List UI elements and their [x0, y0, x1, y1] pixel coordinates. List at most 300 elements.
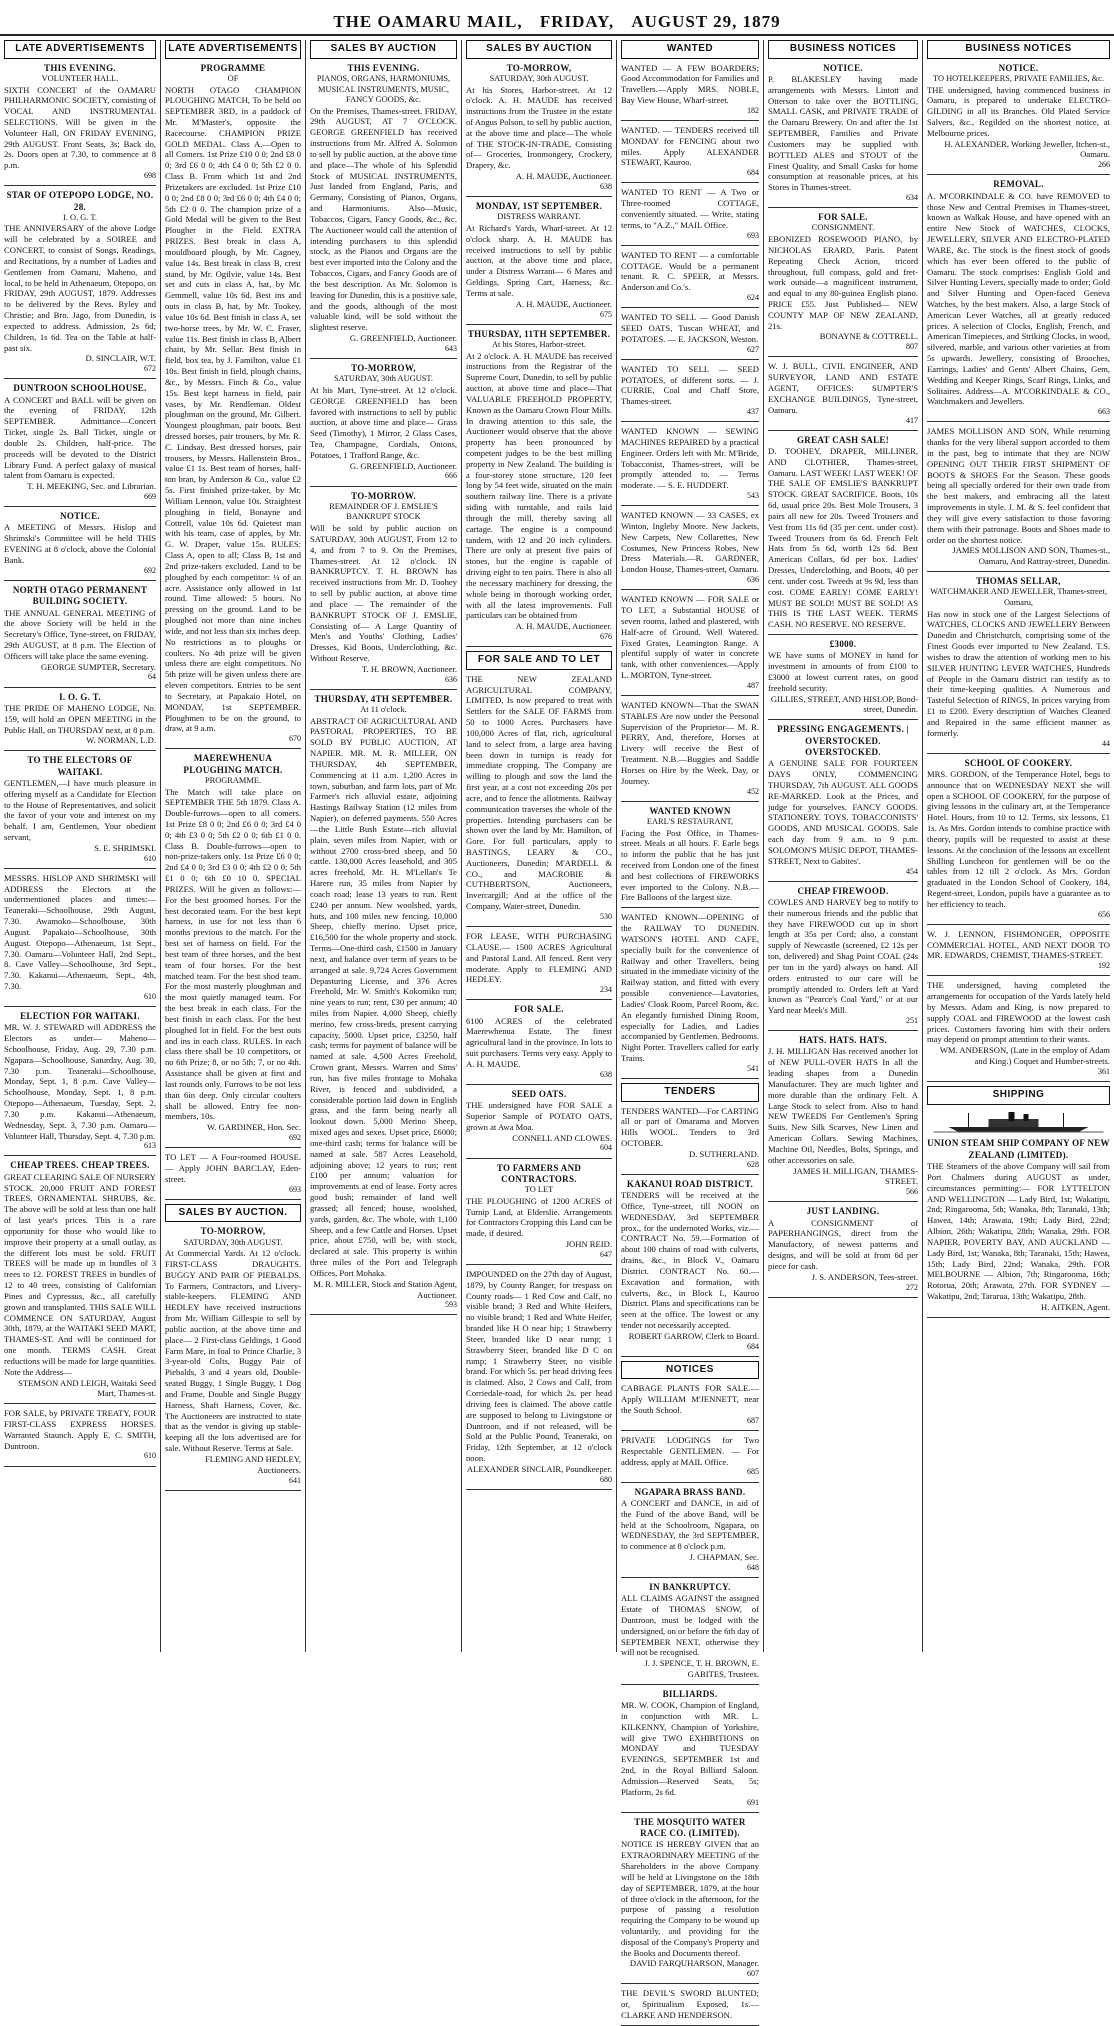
ad-title: DUNTROON SCHOOLHOUSE. [13, 383, 147, 394]
ad-signature: A. H. MAUDE, Auctioneer. [515, 621, 612, 632]
advertisement [621, 187, 759, 245]
masthead [0, 0, 1114, 36]
ad-signature: D. SUTHERLAND. [689, 1148, 759, 1159]
advertisement [927, 929, 1110, 977]
ad-body: WANTED TO SELL — SEED POTATOES, of different sorts. — J. CURRIE, Coal and Chaff Store, Thames-street. [621, 363, 759, 407]
ad-number: 693 [289, 1184, 301, 1194]
ad-body: GENTLEMEN,—I have much pleasure in offering myself as a Candidate for Election to the House of Representatives, and solicit the favor of your vote and interest on my behalf. I am, Gentlemen, Your obedient servant, [4, 777, 156, 842]
ad-body: 6100 ACRES of the celebrated Maerewhenua Estate. The finest agricultural land in the province. In lots to suit purchasers. Terms very easy. Apply to A. H. MAUDE. [466, 1015, 612, 1069]
advertisement [768, 1206, 918, 1297]
ad-signature: WM. ANDERSON, (Late in the employ of Adam and King.) Coquet and Humber-streets. [939, 1045, 1110, 1067]
ad-number: 64 [148, 672, 156, 682]
ad-subtitle: VOLUNTEER HALL. [41, 73, 119, 83]
ad-subtitle: At 11 o'clock. [360, 705, 407, 715]
advertisement [621, 364, 759, 422]
ad-number: 636 [445, 674, 457, 684]
ad-number: 656 [1098, 909, 1110, 919]
ad-title: NORTH OTAGO PERMANENT BUILDING SOCIETY. [12, 584, 148, 607]
ad-body: THE PLOUGHING of 1200 ACRES of Turnip Land, at Elderslie. Arrangements for Contractors Cropping this Land can be made, if desired. [466, 1195, 612, 1239]
column-5 [616, 40, 763, 2021]
ad-body: D. TOOHEY, DRAPER, MILLINER, AND CLOTHIER, Thames-street, Oamaru. LAST WEEK! LAST WEEK! OF THE SALE OF EMSLIE'S BANKRUPT STOCK. GREAT SACRIFICE. Boots, 10s 6d, usual price 20s. Best Mole Trousers, 3 pairs all new for 20s. Tweed Trousers and Vest from 11s 6d (35 per cent. under cost). Tweed Trousers from 6s 6d. French Felt Hats from 5s 6d, worth 12s 6d. Best American Collars, 6d per box. Ladies' Dresses, Underclothing, and Boots, 40 per cent. under cost. Tweeds at 9s 9d, less than cost. COME EARLY! COME EARLY! MUST BE SOLD! MUST BE SOLD! AS THIS IS THE LAST WEEK. TERMS CASH. NO RESERVE. NO RESERVE. [768, 445, 918, 630]
advertisement [621, 426, 759, 506]
advertisement [621, 594, 759, 696]
advertisement [310, 63, 457, 359]
ad-number: 675 [600, 309, 612, 319]
advertisement [4, 383, 156, 507]
advertisement [768, 63, 918, 209]
ad-subtitle: PIANOS, ORGANS, HARMONIUMS, MUSICAL INSTRUMENTS, MUSIC, FANCY GOODS, &c. [316, 73, 451, 105]
section-heading: SALES BY AUCTION [466, 40, 612, 59]
advertisement [927, 63, 1110, 176]
ad-body: THE NEW ZEALAND AGRICULTURAL COMPANY, LIMITED, Is now prepared to treat with Settlers for the SALE OF FARMS from 50 to 1000 Acres. Purchasers have 100,000 Acres of flat, rich, agricultural land to select from, a large area having been down in turnips is ready for immediate cropping. The Company are willing to plough and sow the land the first year, at a cost not exceeding 20s per acre, and to fence the allotments. Railway communication traverses the whole of the properties. Intending purchasers can be shown over the land by Mr. Hamilton, of Gore. For full particulars, apply to BASTINGS, LEARY & CO., Auctioneers, Dunedin; M'ARDELL & CO., and MACROBIE & CUTHBERTSON, Auctioneers, Invercargill; And at the office of the Company, Water-street, Dunedin. [466, 673, 612, 912]
advertisement [621, 912, 759, 1079]
ad-signature: GEORGE SUMPTER, Secretary. [41, 661, 156, 672]
advertisement [165, 753, 301, 1148]
ad-title: GREAT CASH SALE! [797, 434, 889, 445]
ad-title: IN BANKRUPTCY. [649, 1581, 731, 1592]
ad-body: WANTED. — TENDERS received till MONDAY for FENCING about two miles. Apply ALEXANDER STEWART, Kauroo. [621, 124, 759, 168]
ad-number: 604 [600, 1143, 612, 1153]
ad-body: WANTED — A FEW BOARDERS; Good Accommodation for Families and Travellers.—Apply MRS. NOBLE, Bay View House, Wharf-street. [621, 62, 759, 106]
steamship-icon [927, 1111, 1110, 1133]
ad-number: 647 [600, 1249, 612, 1259]
ad-body: A GENUINE SALE FOR FOURTEEN DAYS ONLY, COMMENCING THURSDAY, 7th AUGUST. ALL GOODS RE-MARKED. Look at the Prices, and judge for yourselves. FANCY GOODS. STATIONERY. TOYS. TOBACCONISTS' GOODS, AND MUSICAL GOODS. Sale each day from 9 a.m. to 9 p.m. SOLOMON'S MUSIC DEPOT, THAMES-STREET, Next to Gabites'. [768, 758, 918, 866]
ad-number: 698 [144, 171, 156, 181]
advertisement [621, 1817, 759, 1985]
advertisement [621, 1179, 759, 1357]
ad-subtitle: REMAINDER OF J. EMSLIE'S BANKRUPT STOCK [329, 501, 438, 522]
ad-body: MR. W. J. STEWARD will ADDRESS the Electors as under— Maheno—Schoolhouse, Friday, Aug. 29, 7.30 p.m. Ngapara—Schoolhouse, Saturday, Aug. 30, 7.30 p.m. Teaneraki—Schoolhouse, Monday, Sept. 1, 8 p.m. Cave Valley—Schoolhouse, Monday, Sept. 1, 8 p.m. Otepopo—Athenaeum, Tuesday, Sept. 2, 7.30 p.m. Kakanui—Athenaeum, Wednesday, Sept. 3, 7.30 p.m. Oamaru—Volunteer Hall, Thursday, Sept. 4, 7.30 p.m. [4, 1022, 156, 1141]
ad-body: At Richard's Yards, Wharf-street. At 12 o'clock sharp. A. H. MAUDE has received instructions to sell by public auction, at the above time and place, under a Distress Warrant— 6 Mares and Geldings, Spring Cart, Harness, &c. Terms at sale. [466, 222, 612, 298]
advertisement [768, 724, 918, 881]
advertisement [165, 1226, 301, 1490]
ad-subtitle: WATCHMAKER AND JEWELLER, Thames-street, Oamaru, [930, 587, 1107, 608]
advertisement [927, 426, 1110, 572]
ad-body: WANTED KNOWN—That the SWAN STABLES Are now under the Personal Supervision of the Proprietor— M. R. PERRY, And, therefore, Horses at Livery will receive the Best of Treatment. N.B.—Buggies and Saddle Horses on Hire by the Week, Day, or Journey. [621, 699, 759, 786]
ad-subtitle: SATURDAY, 30th AUGUST. [183, 1237, 283, 1247]
ad-title: TO FARMERS AND CONTRACTORS. [496, 1162, 582, 1184]
ad-body: On the Premises, Thames-street. FRIDAY, 29th AUGUST, AT 7 O'CLOCK. GEORGE GREENFIELD has received instructions from Mr. Alfred A. Solomon to sell by public auction, at the above time and place—The whole of his Splendid Stock of MUSICAL INSTRUMENTS, Just landed from England, Paris, and Germany, Consisting of Pianos, Organs, and Harmoniums. Also—Music, Tobaccos, Cigars, Fancy Goods, &c., &c. The Auctioneer would call the attention of intending purchasers to this splendid stock, as the Pianos and Organs are the best ever imported into the Colony and the Tobaccos, Cigars, and Fancy Goods are of the best description. As Mr. Solomon is leaving for Dunedin, this is a positive sale, and the goods, although of the most valuable kind, will be sold without the slightest reserve. [310, 105, 457, 333]
ad-signature: H. ALEXANDER, Working Jeweller, Itchen-st., Oamaru. [944, 138, 1110, 160]
ad-signature: ROBERT GARROW, Clerk to Board. [628, 1330, 759, 1341]
ad-body: A MEETING of Messrs. Hislop and Shrimski's Committee will be held THIS EVENING at 8 o'clock, above the Colonial Bank. [4, 522, 156, 565]
ad-body: NOTICE IS HEREBY GIVEN that an EXTRAORDINARY MEETING of the Shareholders in the above Company will be held at Livingstone on the 18th day of SEPTEMBER, 1879, at the hour of three o'clock in the afternoon, for the purpose of passing a resolution requiring the Company to be wound up voluntarily, and providing for the disposal of the Company's Property and the Books and Documents thereof. [621, 1839, 759, 1958]
advertisement [466, 931, 612, 1000]
ad-title: SEED OATS. [511, 1088, 567, 1099]
ad-body: THE DEVIL'S SWORD BLUNTED; or, Spiritualism Exposed, 1s.—CLARKE AND HENDERSON. [621, 1988, 759, 2021]
ad-title: TO-MORROW, [506, 62, 572, 73]
advertisement [768, 361, 918, 430]
ad-title: THURSDAY, 11TH SEPTEMBER. [467, 328, 611, 339]
ad-title: MAEREWHENUA PLOUGHING MATCH. [183, 753, 283, 775]
ad-body: J. H. MILLIGAN Has received another lot of NEW PULL-OVER HATS In all the leading shapes from a Dunedin Manufacturer. They are much lighter and more durable than the ordinary Felt. A Large Stock to select from. Also to hand NEW TWEEDS For Gentlemen's Spring Suits. New Silk Scarves, New Linen and American Collars. Sewing Machines, Machine Oil, Needles, Bolts, Springs, and other accessories on sale. [768, 1046, 918, 1165]
advertisement [4, 873, 156, 1007]
ad-body: THE PRIDE OF MAHENO LODGE, No. 159, will hold an OPEN MEETING in the Public Hall, on THURSDAY next, at 8 p.m. [4, 702, 156, 735]
ad-number: 543 [747, 491, 759, 501]
ad-number: 610 [144, 1451, 156, 1461]
column-1 [0, 40, 160, 1652]
ad-title: ELECTION FOR WAITAKI. [20, 1010, 140, 1021]
ad-number: 487 [747, 680, 759, 690]
ad-body: GREAT CLEARING SALE OF NURSERY STOCK. 20,000 FRUIT AND FOREST TREES, ORNAMENTAL SHRUBS, &c. The above will be sold at less than one half of last year's prices. This is a rare opportunity for those who would like to improve their property at a small outlay, as the different lots must be sold. FRUIT TREES will be made up in bundles of 3 trees to 12. FOREST TREES in bundles of 12 to 40 trees, consisting of Californian Pines and Cypressus, &c., all carefully grown and transplanted. THIS SALE WILL COMMENCE ON SATURDAY, August 30th, 1879, at the WAITAKI SEED MART, THAMES-ST. And will be continued for one month. TERMS CASH. Great reductions will be made for large quantities. Note the Address— [4, 1171, 156, 1377]
advertisement [466, 329, 612, 648]
ad-body: FOR LEASE, WITH PURCHASING CLAUSE.— 1500 ACRES Agricultural and Pastoral Land. All fenced. Rent very moderate. Apply to FLEMING AND HEDLEY. [466, 931, 612, 985]
ad-number: 541 [747, 1063, 759, 1073]
ad-body: WANTED TO SELL — Good Danish SEED OATS, Tuscan WHEAT, and POTATOES. — E. JACKSON, Weston. [621, 312, 759, 344]
ad-body: EBONIZED ROSEWOOD PIANO, by NICHOLAS ERARD, Paris. Patent Repeating Check Action, tricord throughout, full compass, gold and fret-work outside—a magnificent instrument, and equal to any 80-guinea English piano. PRICE £55. Just Published— NEW COUNTY MAP OF NEW ZEALAND, 21s. [768, 234, 918, 331]
ad-signature: JOHN REID. [565, 1239, 612, 1250]
ad-body: THE undersigned, having completed the arrangements for occupation of the Yards lately held by Messrs. Adam and King, is now prepared to supply COAL and FIREWOOD at the lowest cash prices. Customers favoring him with their orders may depend on prompt attention to their wants. [927, 980, 1110, 1045]
ad-body: The Match will take place on SEPTEMBER THE 5th 1879. Class A. Double-furrows—open to all comers. 1st Prize £8 0 0; 2nd £6 0 0; 3rd £4 0 0; 4th £3 0 0; 5th £2 0 0; 6th £1 0 0. Class B. Double-furrows—open to non-prize-takers only. 1st Prize £6 0 0; 2nd £4 0 0; 3rd £3 0 0; 4th £2 0 0; 5th £1 0 0; 6th £0 10 0. SPECIAL PRIZES. Will be given as follows:— For the best groomed horses. For the best decorated team. For the best kept harness, in use for not less than 6 months previous to the match. For the best set of harness on field. For the best team of three horses, and the best team of four horses. For the best matched team. For the best shod team. For the most masterly ploughman and the most quietly managed team. For the best break in each class. For the best finish in each class. For the best ploughed lot in field. For the best outs and ins in each class. RULES. In each class there shall be 10 competitors, or no 6th Prize; 8, or no 5th; 7, or no 4th. Assistance shall be given at first and last rounds only. Furrows to be not less than 6in deep. Only circular coulters shall be allowed. Entry fee non-members, 10s. [165, 786, 301, 1122]
advertisement [768, 212, 918, 357]
ad-title: THURSDAY, 4TH SEPTEMBER. [314, 693, 453, 704]
ad-number: 593 [445, 1300, 457, 1310]
ad-title: TO-MORROW, [351, 362, 416, 373]
ad-subtitle: PROGRAMME. [204, 775, 262, 785]
advertisement [466, 1089, 612, 1159]
ad-number: 670 [289, 734, 301, 744]
ad-body: At his Stores, Harbor-street. At 12 o'clock. A. H. MAUDE has received instructions from the Trustee in the estate of Angus Polson, to sell by public auction, at the above time and place—The whole of THE STOCK-IN-TRADE, Consisting of— Groceries, Ironmongery, Crockery, Drapery, &c. [466, 84, 612, 171]
advertisement [621, 1435, 759, 1483]
advertisement [621, 1106, 759, 1175]
ad-body: WANTED TO RENT — A Two or Three-roomed COTTAGE, conveniently situated. — Write, stating terms, to "A.Z.," MAIL Office. [621, 187, 759, 230]
ad-title: THOMAS SELLAR, [976, 576, 1061, 587]
ad-subtitle: SATURDAY, 30th AUGUST. [489, 73, 589, 83]
ad-subtitle: TO LET [524, 1185, 554, 1195]
ad-body: MRS. GORDON, of the Temperance Hotel, begs to announce that on WEDNESDAY NEXT she will open a SCHOOL OF COOKERY, for the purpose of giving lessons in the culinary art, at the Temperance Hotel. Hours, from 10 to 12. Terms, six lessons, £1 1s. As Mrs. Gordon intends to combine practice with theory, pupils will be requested to assist at these lessons. At the conclusion of the lessons an excellent Shilling Luncheon for gentlemen will be on the tables from 12 till 2 o'clock. As Mrs. Gordon graduated in the London School of Cookery, 184, Regent-street, London, pupils have a guarantee as to her efficiency to teach. [927, 768, 1110, 909]
ad-subtitle: I. O. G. T. [63, 212, 97, 222]
advertisement [621, 1383, 759, 1431]
ad-body: ALL CLAIMS AGAINST the assigned Estate of THOMAS SNOW, of Duntroon, must be lodged with the undersigned, on or before the 6th day of SEPTEMBER NEXT, otherwise they will not be recognised. [621, 1593, 759, 1658]
ad-title: TO-MORROW, [200, 1226, 266, 1237]
ad-number: 636 [747, 575, 759, 585]
ad-body: TENDERS will be received at the Office, Tyne-street, till NOON on WEDNESDAY, 3rd SEPTEMBER prox., for the undernoted Works, viz.— CONTRACT No. 59.—Formation of about 100 chains of road with culverts, drains, &c., in Block V., Oamaru District. CONTRACT No. 60.—Excavation and formation, with culverts, &c., in Block I., Kauroo District. Plans and specifications can be seen at the office. The lowest or any tender not necessarily accepted. [621, 1190, 759, 1331]
ad-number: 684 [747, 168, 759, 178]
ad-body: WANTED KNOWN—OPENING of the RAILWAY TO DUNEDIN. WATSON'S HOTEL AND CAFE, specially built for the convenience of Railway and other Travellers, being situated in the immediate vicinity of the Railway station, and fitted with every possible convenience—Lavatories, Ladies' Cloak Room, Parcel Room, &c. An elegantly furnished Dining Room, especially for Ladies, and Ladies accompanied by Gentlemen. Bedrooms. Night Porter. Travellers called for early Trains. [621, 912, 759, 1064]
ad-body: A CONSIGNMENT of PAPERHANGINGS, direct from the Manufactory, of newest patterns and designs, and will be sold at from 6d per piece for cash. [768, 1217, 918, 1271]
ad-signature: STEMSON AND LEIGH, Waitaki Seed Mart, Thames-st. [18, 1377, 156, 1399]
ad-body: WANTED KNOWN — FOR SALE or TO LET, a Substantial HOUSE of seven rooms, lathed and plastered, with Half-acre of Ground. Well Watered. Fixed Grates, Leamington Range. A plentiful supply of water in concrete tank, with other conveniences.—Apply L. MORTON, Tyne-street. [621, 594, 759, 680]
ad-signature: J. CHAPMAN, Sec. [689, 1551, 759, 1562]
ad-body: At his Mart, Tyne-street. At 12 o'clock. GEORGE GREENFIELD has been favored with instructions to sell by public auction, at above time and place— Grass Seed (Timothy), 1 Mirror, 2 Glass Cases, Tea, Champagne, Cordials, Onions, Potatoes, 1 Trafford Range, &c. [310, 384, 457, 460]
ad-signature: A. H. MAUDE, Auctioneer. [515, 298, 612, 309]
ad-number: 182 [747, 105, 759, 115]
ad-number: 692 [289, 1133, 301, 1142]
ad-body: A CONCERT and BALL will be given on the evening of FRIDAY, 12th SEPTEMBER. Admittance—Concert Ticket, single 2s. Ball Ticket, single or double 2s. Children, half-price. The proceeds will be devoted to the District Library Fund. A perfect galaxy of musical talent from Oamaru is expected. [4, 394, 156, 481]
ad-signature: T. H. MEEKING, Sec. and Librarian. [27, 481, 156, 492]
section-heading: BUSINESS NOTICES [768, 40, 918, 59]
ad-body: W. J. BULL, CIVIL ENGINEER, AND SURVEYOR, LAND AND ESTATE AGENT, OFFICES: SUMPTER'S EXCHANGE BUILDINGS, Tyne-street, Oamaru. [768, 361, 918, 415]
ad-signature: G. GREENFIELD, Auctioneer. [349, 460, 457, 471]
ad-number: 417 [906, 415, 918, 425]
ad-body: WANTED KNOWN — 33 CASES, ex Winton, Ingleby Moore. New Jackets, New Carpets, New Collarettes, New Costumes, New Princess Robes, New Dress Materials.—R. GARDNER, London House, Thames-street, Oamaru. [621, 510, 759, 575]
advertisement [4, 63, 156, 187]
ad-body: IMPOUNDED on the 27th day of August, 1879, by County Ranger, for trespass on County roads— 1 Red Cow and Calf, no visible brand; 3 Red and White Heifers, no visible brand; 1 Red and White Heifer, branded like H O near hip; 1 Strawberry Steer, branded like D near rump; 1 Strawberry Steer, branded like D C on rump; 1 Strawberry Steer, no visible brand. For which 5s. per head driving fees is claimed. Also, 2 Cows and Calf, from Corriedale-road, for which 2s. per head driving fees is claimed. The above cattle are supposed to belong to Livingstone or Duntroon, and if not released, will be Sold at the Public Pound, Teaneraki, on Friday, 12th September, at 12 o'clock noon. [466, 1268, 612, 1464]
column-2 [160, 40, 305, 1652]
advertisement [4, 755, 156, 869]
ad-body: COWLES AND HARVEY beg to notify to their numerous friends and the public that they have FIREWOOD cut up in short length at 35s per Cord; also, a constant supply of Newcastle (screened, £2 12s per ton, delivered) and Shag Point COAL (24s per ton in the yard) always on hand. All orders entrusted to our care will be promptly attended to. Orders left at Yard known as "Pearce's Coal Yard," or at our Yard near Meek's Mill. [768, 896, 918, 1016]
section-heading: WANTED [621, 40, 759, 59]
ad-title: NOTICE. [60, 511, 100, 522]
advertisement [4, 511, 156, 581]
ad-number: 638 [600, 1069, 612, 1079]
ad-number: 687 [747, 1415, 759, 1425]
ad-number: 643 [445, 343, 457, 353]
ad-number: 266 [1098, 160, 1110, 170]
ad-title: THE MOSQUITO WATER RACE CO. (LIMITED). [634, 1816, 746, 1839]
advertisement [927, 758, 1110, 925]
advertisement [466, 1004, 612, 1085]
ad-body: WANTED KNOWN — SEWING MACHINES REPAIRED by a practical Engineer. Orders left with Mr. M'Bride, Tobacconist, Thames-street, will be promptly attended to. — Terms moderate. — S. E. HUDDERT. [621, 426, 759, 491]
ad-body: Facing the Post Office, in Thames-street. Meals at all hours. F. Earle begs to inform the public that he has just received from London one of the finest and best collections of FIREWORKS ever imported to the Colony. N.B.—Fire Balloons of the largest size. [621, 827, 759, 903]
ad-title: JUST LANDING. [806, 1206, 880, 1217]
ad-body: TO LET — A Four-roomed HOUSE. — Apply JOHN BARCLAY, Eden-street. [165, 1152, 301, 1184]
advertisement [4, 1408, 156, 1466]
ad-signature: G. GREENFIELD, Auctioneer. [349, 333, 457, 344]
ad-body: CABBAGE PLANTS FOR SALE.— Apply WILLIAM M'JENNETT, near the South School. [621, 1383, 759, 1416]
advertisement [621, 312, 759, 360]
ad-body: PRIVATE LODGINGS for Two Respectable GENTLEMEN. — For address, apply at MAIL Office. [621, 1434, 759, 1467]
ad-number: 672 [144, 364, 156, 374]
ad-subtitle: At his Stores, Harbor-street. [491, 339, 587, 349]
ad-number: 624 [747, 293, 759, 303]
ad-subtitle: CONSIGNMENT. [811, 223, 875, 233]
ad-title: £3000. [829, 639, 857, 649]
ad-title: WANTED KNOWN [649, 805, 731, 816]
ad-signature: J. J. SPENCE, T. H. BROWN, E. GABITES, Trustees. [644, 1658, 759, 1680]
advertisement [927, 576, 1110, 754]
ad-signature: W. GARDINER, Hon. Sec. [207, 1122, 301, 1133]
section-heading: SHIPPING [927, 1086, 1110, 1105]
ad-signature: ALEXANDER SINCLAIR, Poundkeeper. [466, 1463, 612, 1474]
ad-number: 693 [747, 230, 759, 240]
ad-body: SIXTH CONCERT of the OAMARU PHILHARMONIC SOCIETY, consisting of VOCAL AND INSTRUMENTAL SELECTIONS. Will be given in the Volunteer Hall, ON FRIDAY EVENING, 29th AUGUST. Front Seats, 3s; Back do, 2s. Doors open at 7.30, to commence at 8 p.m. [4, 84, 156, 171]
ad-number: 628 [747, 1159, 759, 1169]
ad-number: 648 [747, 1562, 759, 1572]
ad-signature: J. S. ANDERSON, Tees-street. [811, 1271, 918, 1282]
ad-signature: W. NORMAN, L.D. [86, 735, 156, 746]
ad-body: THE undersigned have FOR SALE a Superior Sample of POTATO OATS, grown at Awa Moa. [466, 1100, 612, 1132]
ad-number: 807 [906, 342, 918, 352]
ad-signature: M. R. MILLER, Stock and Station Agent, Auctioneer. [313, 1278, 457, 1300]
ad-number: 663 [1098, 407, 1110, 417]
ad-number: 691 [747, 1797, 759, 1807]
ad-number: 234 [600, 985, 612, 995]
ad-number: 454 [906, 866, 918, 876]
ad-body: WE have sums of MONEY in hand for investment in amounts of from £100 to £3000 at lowest current rates, on good freehold security. [768, 650, 918, 693]
ad-signature: A. H. MAUDE, Auctioneer. [515, 171, 612, 182]
ad-number: 437 [747, 407, 759, 417]
ad-number: 44 [1102, 738, 1110, 748]
advertisement [4, 692, 156, 752]
ad-body: ABSTRACT OF AGRICULTURAL AND PASTORAL PROPERTIES, TO BE SOLD BY PUBLIC AUCTION, AT NAPIER. MR. M. R. MILLER, ON THURSDAY, 4th SEPTEMBER, Commencing at 11 a.m. 1,200 Acres in town, suburban, and farm lots, part of Mr. Farmer's rich alluvial estate, adjoining Hastings Railway Station (12 miles from Napier), on deferred payments. 550 Acres—the Little Bush Estate—rich alluvial plain, seven miles from Napier, with or without 2700 cross-bred sheep, and 50 cattle. 130,000 Acres leasehold, and 305 acres freehold, Mr. H. M'Lellan's Te Harere run, 35 miles from Napier by coach road; lease 13 years to run. Rent £240 per annum. New woolshed, yards, huts, and 100 miles new fencing. 10,000 Sheep, chiefly merino. Upset price, £16,500 for the whole property and stock. Terms—One-third cash, £1500 in January next, and balance over term of years to be arranged at sale. 9,724 Acres Government Depasturing License, and 376 Acres Freehold, Mr. W. Smith's Kokomiko run; nine years to run; rent, £30 per annum; 40 miles from Napier. 4,000 Sheep, chiefly merino, few cross-breds, present carrying capacity, 5000. Upset price, £3250, half cash; terms for payment of balance will be named at sale. 4,500 Acres Freehold, Crown grant, Messrs. Warren and Sims' run, has five miles frontage to Mohaka River, is fenced and subdivided, a considerable portion laid down in English grass, and the farm being nearly all lookout down. 5,000 Merino Sheep, mixed ages and sexes. Upset price, £6000; one-third cash; terms for balance will be named at sale. 587 Acres Leasehold, adjoining above; 12 years to run; rent £100 per annum; valuation for improvements at end of lease. Forty acres good bush; remainder of land well grassed; all fenced; house, woolshed, yards, garden, &c. The whole, with 1,100 Sheep, and a few Cattle and Horses. Upset price, about £750, will be, with stock, declared at sale. This property is within three miles of the Port and Telegraph Offices, Port Mohaka. [310, 715, 457, 1278]
ad-number: 361 [1098, 1066, 1110, 1076]
advertisement [4, 190, 156, 379]
ad-signature: H. AITKEN, Agent. [1041, 1301, 1110, 1312]
paper-name: THE OAMARU MAIL, [333, 12, 523, 31]
ad-number: 641 [289, 1475, 301, 1485]
ad-number: 680 [600, 1474, 612, 1484]
ad-body: TENDERS WANTED—For CARTING all or part of Omarama and Morven Hills WOOL. Tenders to 3rd OCTOBER. [621, 1105, 759, 1149]
ad-signature: GILLIES, STREET, AND HISLOP, Bond-street, Dunedin. [770, 693, 918, 715]
ad-body: Has now in stock one of the Largest Selections of WATCHES, CLOCKS AND JEWELLERY Between Dunedin and Christchurch, comprising some of the Finest Goods ever imported to New Zealand. T.S. wishes to draw the attention of working men to his SILVER HUNTING LEVER WATCHES, Hundreds of People in the Oamaru district can testify as to their time-keeping qualities. A Numerous and Tasteful Selection of RINGS, In prices varying from £1 to £200. Every description of Watches Cleaned and Repaired in the same efficient manner as formerly. [927, 608, 1110, 738]
ad-title: I. O. G. T. [59, 691, 101, 702]
ad-body: WANTED TO RENT — a comfortable COTTAGE. Would be a permanent tenant. R. C. SPEER, at Messrs. Anderson and Co.'s. [621, 249, 759, 293]
advertisement [927, 1138, 1110, 1317]
ad-number: 666 [445, 471, 457, 481]
ad-number: 530 [600, 911, 612, 921]
ad-signature: JAMES MOLLISON AND SON, Thames-st., Oamaru, And Rattray-street, Dunedin. [952, 545, 1110, 567]
advertisement [768, 639, 918, 720]
ad-number: 627 [747, 344, 759, 354]
section-heading: LATE ADVERTISEMENTS [4, 40, 156, 59]
section-heading: NOTICES [621, 1361, 759, 1380]
advertisement [466, 63, 612, 197]
ad-title: FOR SALE. [818, 212, 868, 223]
ad-body: THE ANNIVERSARY of the above Lodge will be celebrated by a SOIREE and CONCERT, to consist of Songs, Readings, and Recitations, by a number of Ladies and Gentlemen from Oamaru, Maheno, and local, to be held in Athenaeum, Otepopo, on FRIDAY, 29th AUGUST, 1879. Addresses to be delivered by the Revs. Ryley and Christie; and Bro. Jago, from Dunedin, is expected to address. Admission, 2s 6d; Children, 1s 6d. Tea on the Table at half-past six. [4, 223, 156, 353]
ad-signature: JAMES H. MILLIGAN, THAMES-STREET. [793, 1165, 918, 1187]
ad-signature: DAVID FARQUHARSON, Manager. [629, 1958, 759, 1969]
advertisement [165, 1152, 301, 1200]
advertisement [621, 1988, 759, 2025]
advertisement [621, 125, 759, 183]
ad-body: MESSRS. HISLOP AND SHRIMSKI will ADDRESS the Electors at the undermentioned places and times:— Teaneraki—Schoolhouse, 29th August, 7.30. Awamoko—Schoolhouse, 30th August. Papakaio—Schoolhouse, 30th August. Otepopo—Athenaeum, 1st Sept., 7.30. Oamaru—Volunteer Hall, 2nd Sept., 8. Cave Valley—Schoolhouse, 3rd Sept., 7.30. Kakanui—Athenaeum, Sept., 4th, 7.30. [4, 872, 156, 992]
advertisement [621, 1689, 759, 1813]
ad-body: A. M'CORKINDALE & CO. have REMOVED to those New and Central Premises in Thames-street, known as Walkak House, and have opened with an entire New Stock of WATCHES, CLOCKS, JEWELLERY, SILVER AND ELECTRO-PLATED WARE, &c. The stock is the finest stock of goods which has ever been offered to the public of Oamaru. The stock comprises: English Gold and Silver Hunting Levers, specially made to order; Gold and Silver Hunting and Open-faced Geneva Watches, by the best makers. Also, a large Stock of American Lever Watches, all at greatly reduced prices. A selection of Clocks, English, French, and American Timepieces, and Striking Clocks, in wood, silvered, marble, and various other varieties at from 5s upwards. Jewellery, consisting of Brooches, Earrings, Ladies' and Gents' Albert Chains, Gem, Wedding and Keeper Rings, Scarf Rings, Links, and Solitaires. Address—A. M'CORKINDALE & CO., Watchmakers and Jewellers. [927, 190, 1110, 407]
advertisement [768, 886, 918, 1032]
ad-title: TO THE ELECTORS OF WAITAKI. [27, 755, 133, 777]
ad-body: P. BLAKESLEY having made arrangements with Messrs. Lintott and Otterson to take over the BOTTLING, SMALL CASK, and PRIVATE TRADE of the Oamaru Brewery. On and after the 1st SEPTEMBER, Families and Private Customers may be supplied with BOTTLED ALES and STOUT of the Finest Quality, and Small Casks for home consumption at reasonable prices, at his Stores in Thames-street. [768, 73, 918, 193]
column-6 [763, 40, 922, 1652]
ad-number: 685 [747, 1467, 759, 1477]
advertisement [4, 1160, 156, 1404]
ad-title: BILLIARDS. [662, 1688, 718, 1699]
advertisement [466, 201, 612, 325]
ad-title: STAR OF OTEPOPO LODGE, NO. 28. [6, 190, 154, 212]
ad-body: At 2 o'clock. A. H. MAUDE has received instructions from the Registrar of the Supreme Court, Dunedin, to sell by public auction, at above time and place—That VALUABLE FREEHOLD PROPERTY, Known as the Oamaru Crown Flour Mills. In drawing attention to this sale, the Auctioneer would observe that the above property has been pronounced by competent judges to be the best milling property in New Zealand. The building is a four-storey stone structure, 120 feet long by 54 feet wide, situated on the main southern railway line. There is a private siding with turntable, and rails laid through the mill, thereby saving all cartage. The engine is a compound tandem, with 12 and 20 inch cylinders. There are only at present five pairs of stones, but the engine is capable of driving eight to ten pairs. There is also all the necessary machinery for dressing, the whole being in thorough working order, with all the latest improvements. Full particulars can be obtained from [466, 350, 612, 621]
ad-number: 692 [144, 565, 156, 575]
ad-number: 634 [906, 193, 918, 203]
issue-day: FRIDAY, [539, 12, 615, 31]
ad-number: 566 [906, 1187, 918, 1197]
section-heading: TENDERS [621, 1083, 759, 1102]
advertisement [165, 63, 301, 750]
ad-number: 613 [144, 1141, 156, 1151]
section-heading: SALES BY AUCTION. [165, 1204, 301, 1223]
section-heading: SALES BY AUCTION [310, 40, 457, 59]
advertisement [927, 980, 1110, 1082]
ad-number: 610 [144, 853, 156, 863]
advertisement [466, 674, 612, 927]
advertisement [768, 1035, 918, 1202]
ad-signature: BONAYNE & COTTRELL. [819, 331, 918, 342]
advertisement [310, 363, 457, 487]
ad-title: TO-MORROW. [351, 490, 416, 501]
ad-title: CHEAP FIREWOOD. [797, 885, 889, 896]
ad-title: FOR SALE. [514, 1004, 564, 1015]
ad-body: Will be sold by public auction on SATURDAY, 30th AUGUST, From 12 to 4, and from 7 to 9. On the Premises, Thames-street. At 12 o'clock. IN BANKRUPTCY. T. H. BROWN has received instructions from Mr. D. Toohey to sell by public auction, at above time and place — The remainder of the BANKRUPT STOCK OF J. EMSLIE, Consisting of— A Large Quantity of Men's and Youths' Clothing, Ladies' Dresses, Kid Boots, Underclothing, &c. Without Reserve. [310, 523, 457, 663]
ad-subtitle: EARL'S RESTAURANT, [646, 816, 734, 826]
advertisement [621, 1582, 759, 1685]
advertisement [621, 1487, 759, 1578]
ad-body: MR. W. COOK, Champion of England, in conjunction with MR. L. KILKENNY, Champion of Yorkshire, will give TWO EXHIBITIONS on MONDAY and TUESDAY EVENINGS, SEPTEMBER 1st and 2nd, in the Royal Billiard Saloon. Admission—Reserved Seats, 5s; Platform, 2s 6d. [621, 1700, 759, 1797]
ad-signature: D. SINCLAIR, W.T. [85, 353, 156, 364]
section-heading: FOR SALE AND TO LET [466, 651, 612, 670]
ad-title: CHEAP TREES. CHEAP TREES. [10, 1160, 150, 1171]
advertisement [621, 700, 759, 802]
newspaper-title [0, 12, 1114, 32]
ad-title: NGAPARA BRASS BAND. [634, 1486, 746, 1497]
ad-body: At Commercial Yards. At 12 o'clock. FIRST-CLASS DRAUGHTS. BUGGY AND PAIR OF PIEBALDS. To Farmers, Contractors, and Livery-stable-keepers. FLEMING AND HEDLEY have received instructions from Mr. William Gillespie to sell by public auction, at the above time and place— 2 First-class Geldings, 1 Good Farm Mare, in foal to Prince Charlie, 3 3-year-old Colts, Buggy Pair of Piebalds, 3 and 4 years old, Double-seated Buggy, 1 Single Buggy, 1 Dog and Frame, Double and Single Buggy Harness, Shaft Harness, Cover, &c. The Auctioneers are instructed to state that as the vendor is giving up stable-keeping all the lots advertised are for sale. Without Reserve. Terms at Sale. [165, 1248, 301, 1454]
column-4 [461, 40, 616, 1652]
advertisement [466, 1269, 612, 1490]
ad-number: 684 [747, 1341, 759, 1351]
ad-signature: FLEMING AND HEDLEY, Auctioneers. [204, 1453, 301, 1475]
advertisement [621, 806, 759, 909]
ad-body: A CONCERT and DANCE, in aid of the Fund of the above Band, will be held at the Schoolroom, Ngapara, on WEDNESDAY, the 3rd SEPTEMBER, to commence at 8 o'clock p.m. [621, 1497, 759, 1552]
ad-title: HATS. HATS. HATS. [799, 1035, 887, 1046]
ad-number: 676 [600, 632, 612, 642]
ad-number: 452 [747, 786, 759, 796]
ad-body: NORTH OTAGO CHAMPION PLOUGHING MATCH, To be held on SEPTEMBER 3RD, in a paddock of Mr. M'Master's, opposite the Racecourse. CHAMPION PRIZE GOLD MEDAL. Class A.—Open to all Comers. 1st Prize £10 0 0; 2nd £8 0 0; 3rd £6 0 0; 4th £4 0 0; 5th £2 0 0. Class B. From which 1st and 2nd Prizetakers are excluded. 1st Prize £10 0 0; 2nd £8 0 0; 3rd £6 0 0; 4th £4 0 0; 5th £2 0 0. The champion prize of a Gold Medal will be given to the Best Plougher in the Field. EXTRA PRIZES. Best break in class A, mouldboard plough, by Mr. Cagney, value 14s. Best break in class B, crest stand, by Mr. Ogilvie, value 14s. Best set and cuts in class A, hat, by Mr. Gemmell, value 10s 6d. Best ins and outs in class B, hat, by Mr. Tookey, value 10s 6d. Best finish in class A, set two-horse trees, by Mr. W. C. Fraser, value 11s. Best finish in class B, Albert chain, by Mr. Sellar. Best finish in field, box tea, by J. Familton, value £1 10s. Best finish in field, plough chains, &c., by Messrs. Finch & Co., value 15s. Best kept harness in field, pair vases, by Mr. Rendleman. Oldest ploughman on the ground, Mr. Gilbert. Youngest ploughman, pair boots. Best dressed horses, pair trousers, by Mr. R. C. Lindsay. Best dressed horses, pair trousers, by Messrs. Hallenstein Bros., value £1 1s. Best team of horses, half-ton bran, by Anderson & Co., value £2 5s. First finished prize-taker, by Mr. William Lennon, value 10s. Straightest ploughing in field, Bonayne and Cottrell, value 10s 6d. Quietest man with his team, case of apples, by Mr. G. W. Draper, value 15s. RULES: Class A, open to all; Class B, 1st and 2nd prize-takers excluded. Land to be ploughed by each competitor: ¼ of an acre. Assistance only allowed in 1st round. Time allowed: 5 hours. No pressing on the ground. Land to be ploughed not more than nine inches wide, and not less than six inches deep. No restrictions as to ploughs or coulters. No 4th prize will be given unless there are eight competitors. No 5th prize will be given unless there are eleven competitors. Entries to be sent to Secretary, at Papakaio Hotel, on MONDAY, 1st SEPTEMBER. Ploughmen to be on the ground, to draw, at 9 a.m. [165, 84, 301, 734]
section-heading: BUSINESS NOTICES [927, 40, 1110, 59]
ad-body: THE ANNUAL GENERAL MEETING of the above Society will be held in the Secretary's Office, Tyne-street, on FRIDAY, 29th AUGUST, at 8 p.m. The Election of Officers will take place the same evening. [4, 607, 156, 661]
advertisement [621, 510, 759, 590]
ad-number: 607 [747, 1969, 759, 1979]
ad-title: PRESSING ENGAGEMENTS. | OVERSTOCKED. OVERSTOCKED. [777, 724, 909, 757]
ad-number: 192 [1098, 961, 1110, 971]
advertisement [621, 250, 759, 308]
advertisement [310, 694, 457, 1316]
column-3 [305, 40, 461, 1652]
ad-title: NOTICE. [823, 62, 863, 73]
ad-number: 272 [906, 1282, 918, 1292]
ad-title: UNION STEAM SHIP COMPANY OF NEW ZEALAND (LIMITED). [927, 1138, 1110, 1160]
issue-date: AUGUST 29, 1879 [631, 12, 781, 31]
ad-body: FOR SALE, by PRIVATE TREATY, FOUR FIRST-CLASS EXPRESS HORSES. Warranted Staunch. Apply E. C. SMITH, Duntroon. [4, 1408, 156, 1451]
ad-subtitle: DISTRESS WARRANT. [497, 212, 581, 222]
ad-signature: T. H. BROWN, Auctioneer. [361, 663, 457, 674]
ad-title: MONDAY, 1ST SEPTEMBER. [475, 201, 603, 212]
ad-body: THE Steamers of the above Company will sail from Port Chalmers during AUGUST as under, circumstances permitting:— FOR LYTTELTON AND WELLINGTON — Lady Bird, 1st; Wakatipu, 2nd; Ringarooma, 5th; Wanaka, 8th; Taranaki, 13th; Hawea, 14th; Arawata, 19th; Lady Bird, 22nd; Albion, 26th; Wakatipu, 28th; Wanaka, 29th. FOR NAPIER, POVERTY BAY, AND AUCKLAND — Lady Bird, 1st; Wanaka, 8th; Taranaki, 15th; Hawea, 15th; Lady Bird, 22nd; Wanaka, 29th. FOR MELBOURNE — Albion, 7th; Ringarooma, 16th; Rotorua, 20th; Arawata, 27th. FOR SYDNEY — Wakatipu, 2nd; Tararua, 13th; Wakatipu, 28th. [927, 1161, 1110, 1302]
advertisement [621, 63, 759, 121]
ad-title: KAKANUI ROAD DISTRICT. [626, 1178, 754, 1189]
ad-title: PROGRAMME [200, 62, 266, 73]
ad-title: REMOVAL. [993, 179, 1044, 190]
column-7 [922, 40, 1114, 1652]
ad-body: JAMES MOLLISON AND SON, While returning thanks for the very liberal support accorded to them in the past, beg to intimate that they are NOW OPENING OUT THEIR FIRST SHIPMENT OF BOOTS & SHOES For the Season. These goods being all specially ordered for their own trade from the best makers, and embracing all the latest improvements in style. J. M. & S. feel confident that they will give every satisfaction to those favoring them with their patronage. Boots and Shoes made to order on the shortest notice. [927, 426, 1110, 545]
section-heading: LATE ADVERTISEMENTS [165, 40, 301, 59]
ad-body: W. J. LENNON, FISHMONGER, OPPOSITE COMMERCIAL HOTEL, AND NEXT DOOR TO MR. EDWARDS, CHEMIST, THAMES-STREET. [927, 928, 1110, 961]
ad-signature: S. E. SHRIMSKI. [94, 842, 156, 853]
ad-subtitle: OF [227, 73, 239, 83]
advertisement [4, 1011, 156, 1157]
ad-title: SCHOOL OF COOKERY. [964, 757, 1073, 768]
advertisement [466, 1163, 612, 1265]
ad-number: 251 [906, 1016, 918, 1026]
advertisement [768, 435, 918, 635]
advertisement [310, 491, 457, 690]
ad-number: 669 [144, 492, 156, 502]
ad-title: THIS EVENING. [347, 62, 420, 73]
ad-number: 638 [600, 181, 612, 191]
ad-title: THIS EVENING. [44, 62, 116, 73]
advertisement [4, 585, 156, 688]
ad-number: 610 [144, 991, 156, 1001]
ad-body: THE undersigned, having commenced business in Oamaru, is prepared to undertake ELECTRO-GILDING in all its Branches. Old Plated Service Salvers, &c., Regilded on the shortest notice, at Melbourne prices. [927, 84, 1110, 138]
advertisement [927, 179, 1110, 422]
ad-subtitle: SATURDAY, 30th AUGUST. [334, 374, 433, 384]
